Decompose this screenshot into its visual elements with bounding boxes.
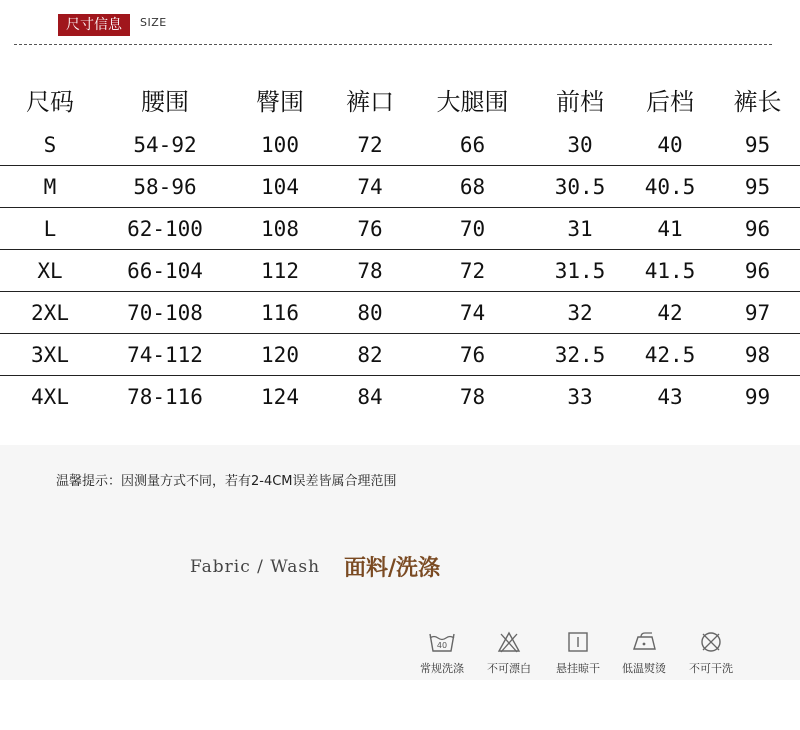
table-cell: 70 (410, 208, 535, 250)
table-row (0, 334, 800, 376)
table-cell: 43 (657, 384, 683, 409)
table-cell: 30 (535, 124, 625, 166)
table-cell: 76 (410, 334, 535, 376)
header-front-rise: 前档 (556, 87, 604, 116)
table-cell: 41.5 (625, 250, 715, 292)
table-cell: 84 (357, 384, 383, 409)
no-bleach-icon (497, 630, 521, 654)
table-cell: 99 (744, 384, 771, 409)
header-length: 裤长 (733, 87, 782, 116)
dashed-divider (14, 44, 772, 45)
header-leg-opening: 裤口 (346, 87, 394, 116)
table-cell: S (0, 124, 100, 166)
size-table (0, 74, 800, 417)
table-cell: 31.5 (535, 250, 625, 292)
table-row (0, 124, 800, 166)
care-label: 不可干洗 (689, 662, 733, 675)
care-item-wash (407, 630, 477, 676)
table-cell: 108 (230, 208, 330, 250)
table-cell: 3XL (0, 334, 100, 376)
section-tag: 尺寸信息 (58, 14, 130, 36)
table-header-row (0, 74, 800, 124)
care-item-iron (609, 630, 679, 676)
hang-dry-icon (566, 630, 590, 654)
table-cell: 32 (535, 292, 625, 334)
table-cell: 95 (715, 124, 800, 166)
table-cell: 40.5 (625, 166, 715, 208)
table-row (0, 292, 800, 334)
care-item-bleach (474, 630, 544, 676)
table-cell: 78 (459, 384, 486, 409)
table-cell: 96 (715, 208, 800, 250)
table-cell: 40 (625, 124, 715, 166)
table-cell: 96 (715, 250, 800, 292)
wash-temp-badge: 40 (436, 641, 448, 650)
header-size: 尺码 (26, 87, 74, 116)
table-cell: 116 (230, 292, 330, 334)
care-item-dry (543, 630, 613, 676)
measurement-tip: 温馨提示：因测量方式不同，若有2-4CM误差皆属合理范围 (56, 474, 397, 489)
table-cell: 42 (625, 292, 715, 334)
header-back-rise: 后档 (646, 87, 694, 116)
table-cell: 78 (330, 250, 410, 292)
table-cell: 4XL (31, 384, 69, 409)
care-label: 不可漂白 (487, 662, 531, 675)
table-cell: 72 (410, 250, 535, 292)
table-cell: 80 (330, 292, 410, 334)
table-cell: 78-116 (127, 384, 203, 409)
table-cell: 100 (230, 124, 330, 166)
table-cell: 54-92 (100, 124, 230, 166)
table-cell: 58-96 (100, 166, 230, 208)
header-hip: 臀围 (256, 87, 304, 116)
table-cell: 70-108 (100, 292, 230, 334)
table-cell: 98 (715, 334, 800, 376)
table-cell: 74 (410, 292, 535, 334)
care-label: 悬挂晾干 (556, 662, 600, 675)
fabric-wash-title-en: Fabric / Wash (190, 557, 321, 577)
table-cell: 74 (330, 166, 410, 208)
table-row (0, 250, 800, 292)
low-iron-icon (630, 630, 658, 654)
table-cell: 2XL (0, 292, 100, 334)
no-dry-clean-icon (699, 630, 723, 654)
fabric-wash-title-cn: 面料/洗涤 (344, 555, 441, 581)
table-cell: 66-104 (100, 250, 230, 292)
table-row (0, 166, 800, 208)
table-cell: 31 (535, 208, 625, 250)
table-cell: 112 (230, 250, 330, 292)
table-cell: 62-100 (100, 208, 230, 250)
table-cell: 76 (330, 208, 410, 250)
table-cell: 120 (230, 334, 330, 376)
table-cell: 104 (230, 166, 330, 208)
table-cell: XL (0, 250, 100, 292)
table-cell: 95 (715, 166, 800, 208)
table-cell: 74-112 (100, 334, 230, 376)
header-thigh: 大腿围 (436, 87, 509, 116)
table-cell: 97 (715, 292, 800, 334)
care-label: 低温熨烫 (622, 662, 666, 675)
care-label: 常规洗涤 (420, 662, 464, 675)
table-cell: M (0, 166, 100, 208)
care-item-dry-clean (676, 630, 746, 676)
header-waist: 腰围 (141, 87, 189, 116)
table-cell: 82 (330, 334, 410, 376)
table-cell: 72 (330, 124, 410, 166)
table-cell: 124 (261, 384, 299, 409)
table-cell: L (0, 208, 100, 250)
table-cell: 41 (625, 208, 715, 250)
table-cell: 66 (410, 124, 535, 166)
section-size-label: SIZE (140, 16, 167, 29)
table-cell: 30.5 (535, 166, 625, 208)
table-row (0, 376, 800, 418)
table-cell: 42.5 (625, 334, 715, 376)
table-cell: 32.5 (535, 334, 625, 376)
table-cell: 68 (410, 166, 535, 208)
wash-40-icon (428, 630, 456, 654)
table-row (0, 208, 800, 250)
table-cell: 33 (567, 384, 593, 409)
